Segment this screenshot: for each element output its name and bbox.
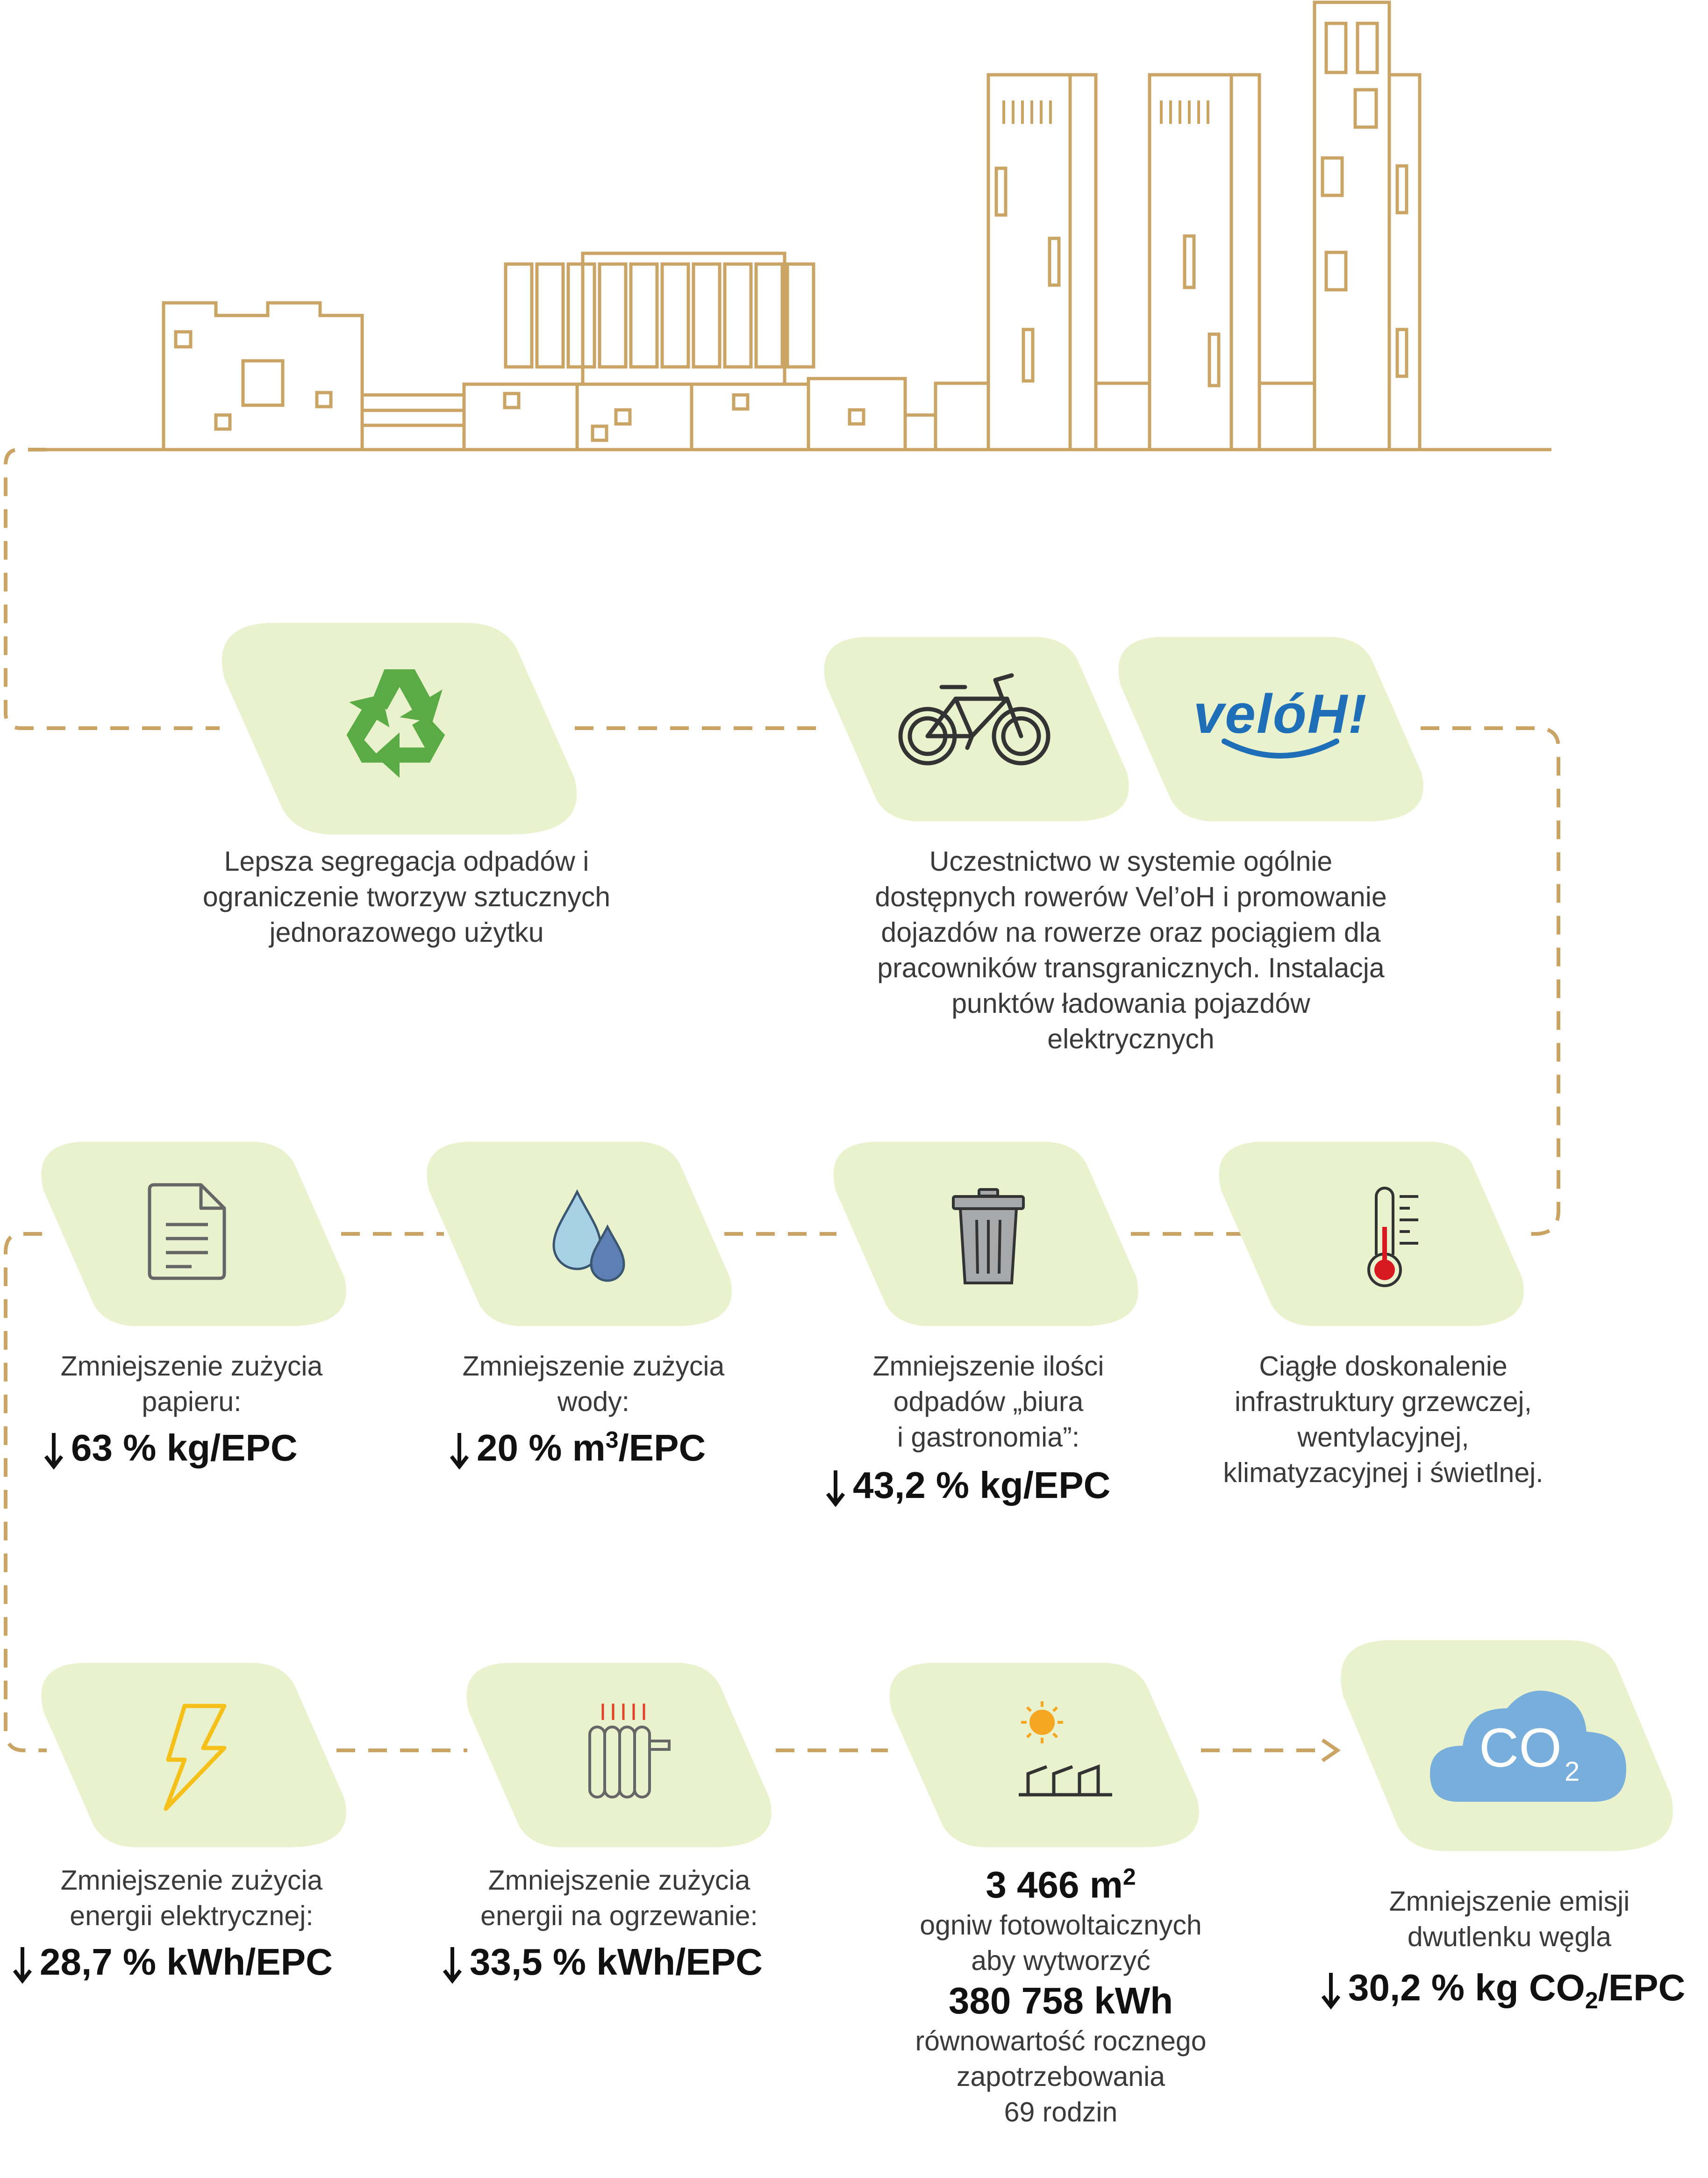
caption-line: aby wytworzyć [971, 1945, 1151, 1976]
caption-line: Zmniejszenie ilości [872, 1351, 1104, 1382]
water-drops-icon [547, 1187, 631, 1290]
trash-bin-icon [949, 1187, 1028, 1288]
recycle-icon [336, 657, 463, 783]
waste-stat-value: 43,2 % kg/EPC [853, 1464, 1111, 1506]
caption-line: Ciągłe doskonalenie [1259, 1351, 1508, 1382]
caption-line: zapotrzebowania [956, 2061, 1165, 2092]
caption-line: Zmniejszenie emisji [1389, 1886, 1630, 1917]
document-icon [145, 1180, 234, 1283]
caption-line: Zmniejszenie zużycia [462, 1351, 725, 1382]
waste-caption [815, 1348, 1161, 1455]
down-arrow-icon [12, 1946, 33, 1984]
solar-area [850, 1863, 1271, 1907]
caption-line: Uczestnictwo w systemie ogólnie [929, 846, 1333, 877]
lightning-bolt-icon [159, 1701, 229, 1813]
caption-line: wody: [557, 1386, 630, 1417]
caption-line: elektrycznych [1047, 1024, 1215, 1054]
caption-line: równowartość rocznego [915, 2026, 1207, 2056]
caption-line: papieru: [142, 1386, 242, 1417]
heating-caption [446, 1863, 792, 1934]
veloh-logo-text: velóH! [1193, 683, 1368, 745]
caption-line: Zmniejszenie zużycia [60, 1865, 323, 1896]
bicycle-icon [895, 666, 1054, 774]
caption-line: energii na ogrzewanie: [480, 1900, 758, 1931]
caption-line: klimatyzacyjnej i świetlnej. [1223, 1457, 1544, 1488]
caption-line: infrastruktury grzewczej, [1234, 1386, 1532, 1417]
paper-stat [43, 1426, 298, 1470]
solar-area-value: 3 466 m [986, 1864, 1123, 1906]
bikes-caption [822, 844, 1439, 1057]
electricity-stat [12, 1940, 333, 1985]
caption-line: pracowników transgranicznych. Instalacja [877, 953, 1385, 983]
co2-stat [1320, 1965, 1686, 2013]
thermometer-icon [1358, 1185, 1428, 1292]
paper-caption [19, 1348, 364, 1419]
water-stat-sup: 3 [605, 1426, 619, 1453]
heating-stat-value: 33,5 % kWh/EPC [470, 1941, 763, 1983]
caption-line: Zmniejszenie zużycia [488, 1865, 750, 1896]
down-arrow-icon [825, 1469, 846, 1507]
caption-line: ograniczenie tworzyw sztucznych [202, 881, 611, 912]
caption-line: dwutlenku węgla [1407, 1921, 1612, 1952]
co2-cloud-label [1479, 1717, 1580, 1800]
water-stat [449, 1426, 706, 1470]
solar-panels-icon [1009, 1697, 1122, 1809]
caption-line: ogniw fotowoltaicznych [920, 1910, 1202, 1941]
electricity-caption [19, 1863, 364, 1934]
paper-stat-value: 63 % kg/EPC [71, 1427, 298, 1469]
radiator-icon [584, 1701, 678, 1802]
co2-cloud-co: CO [1479, 1717, 1562, 1779]
down-arrow-icon [1320, 1972, 1342, 2009]
veloh-logo [1182, 682, 1379, 761]
co2-stat-unit: /EPC [1598, 1967, 1686, 2008]
caption-line: wentylacyjnej, [1297, 1422, 1469, 1453]
down-arrow-icon [43, 1432, 64, 1469]
solar-area-sup: 2 [1122, 1863, 1136, 1890]
co2-cloud-sub: 2 [1565, 1756, 1580, 1787]
caption-line: Zmniejszenie zużycia [60, 1351, 323, 1382]
caption-line: Lepsza segregacja odpadów i [224, 846, 589, 877]
waste-stat [825, 1463, 1110, 1508]
caption-line: energii elektrycznej: [70, 1900, 314, 1931]
caption-line: dostępnych rowerów Vel’oH i promowanie [875, 881, 1387, 912]
caption-line: jednorazowego użytku [269, 917, 544, 948]
infrastructure-caption [1187, 1348, 1579, 1490]
water-stat-unit: /EPC [618, 1427, 706, 1469]
down-arrow-icon [449, 1432, 470, 1469]
caption-line: punktów ładowania pojazdów [951, 988, 1310, 1019]
caption-line: dojazdów na rowerze oraz pociągiem dla [881, 917, 1381, 948]
water-caption [421, 1348, 766, 1419]
caption-line: 69 rodzin [1004, 2097, 1118, 2128]
recycling-caption [126, 844, 687, 950]
down-arrow-icon [442, 1946, 463, 1984]
solar-energy: 380 758 kWh [948, 1980, 1173, 2021]
co2-stat-sub: 2 [1585, 1987, 1598, 2013]
caption-line: i gastronomia”: [897, 1422, 1080, 1453]
caption-line: odpadów „biura [893, 1386, 1084, 1417]
electricity-stat-value: 28,7 % kWh/EPC [40, 1941, 333, 1983]
co2-caption [1336, 1884, 1682, 1955]
co2-stat-value: 30,2 % kg CO [1348, 1967, 1585, 2008]
water-stat-value: 20 % m [477, 1427, 606, 1469]
solar-caption [850, 1863, 1271, 2130]
heating-stat [442, 1940, 763, 1985]
